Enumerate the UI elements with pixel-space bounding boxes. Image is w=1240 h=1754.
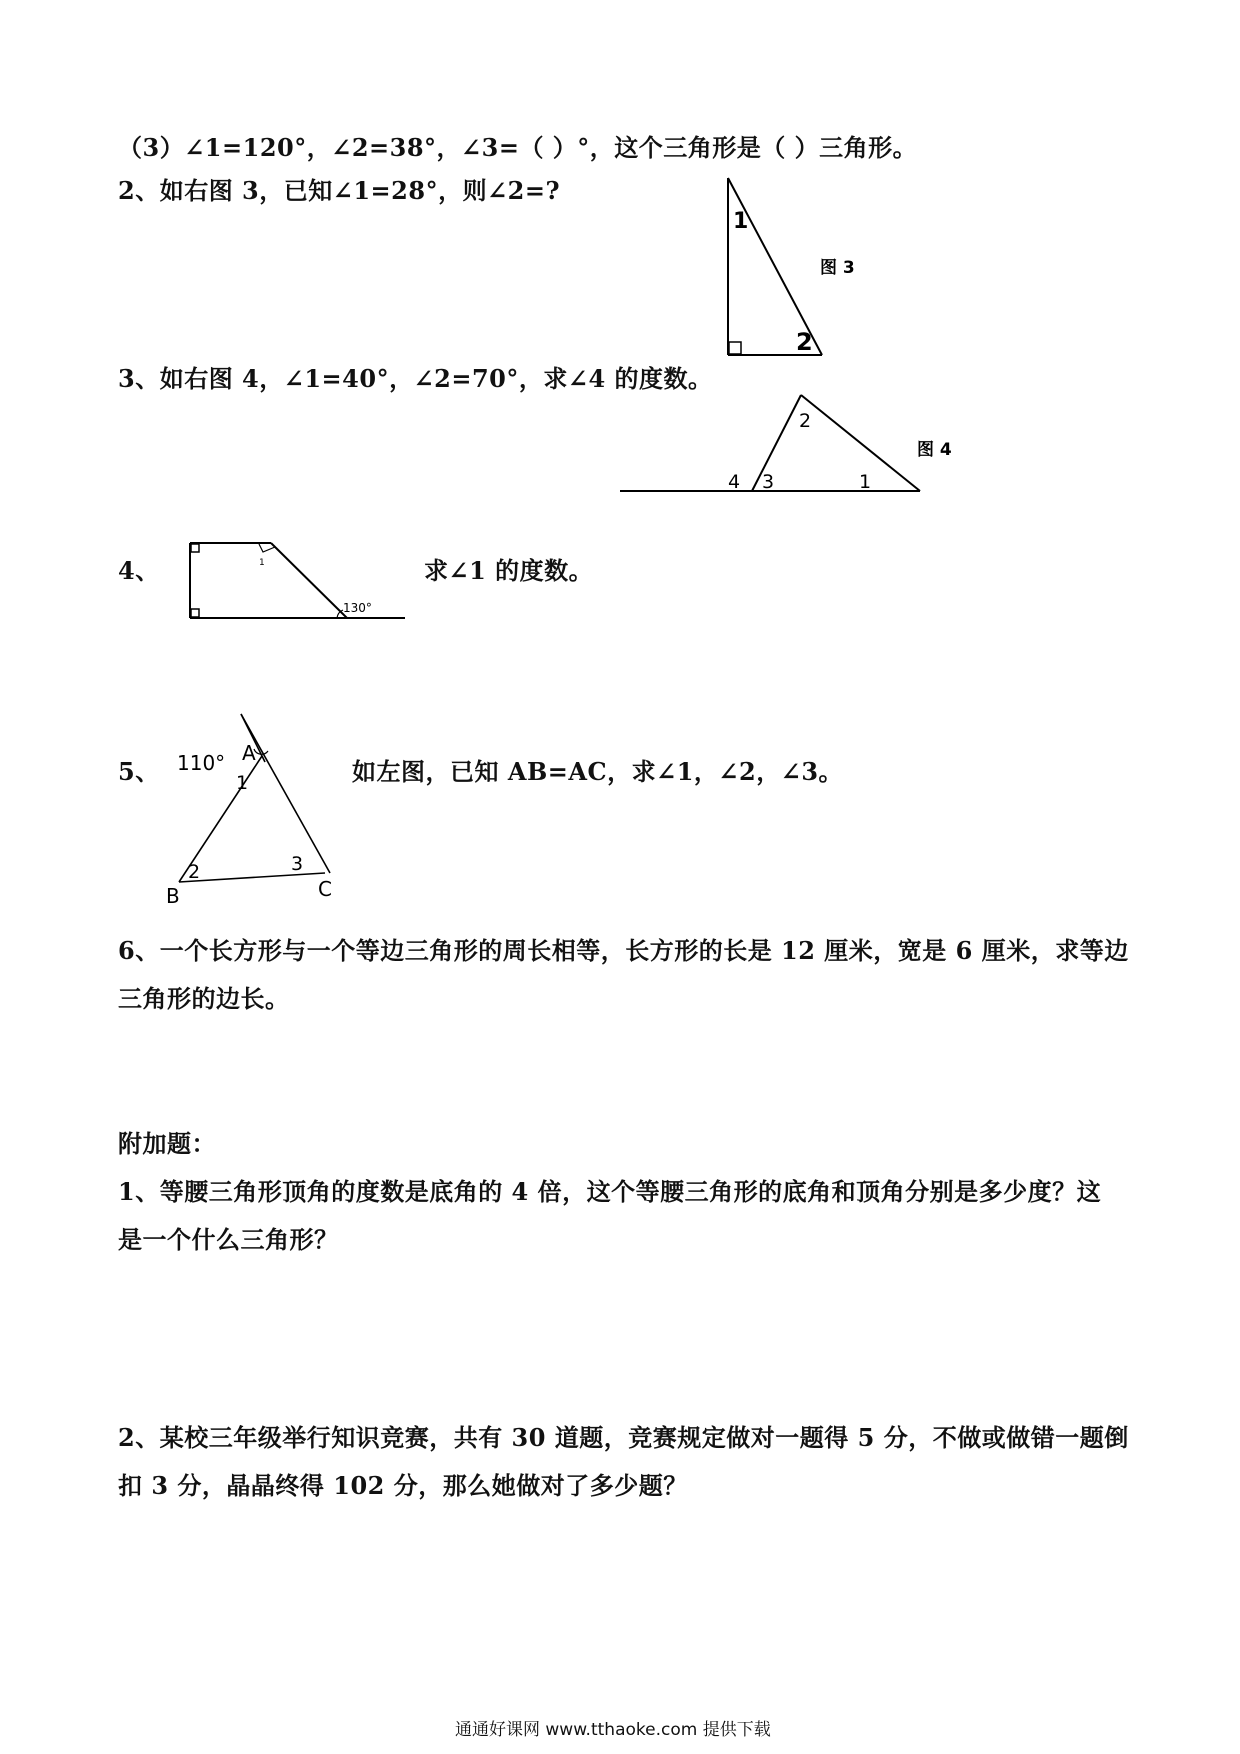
fig4-angle-4: 4	[728, 471, 741, 493]
question-4-number: 4、	[118, 556, 160, 585]
bonus-2-line-1: 2、某校三年级举行知识竞赛，共有 30 道题，竞赛规定做对一题得 5 分，不做或做错一题倒	[118, 1423, 1129, 1452]
figure-4	[620, 385, 970, 500]
q5-angle-1: 1	[236, 772, 249, 794]
q5-vertex-A: A	[242, 741, 256, 765]
fig4-angle-3: 3	[762, 471, 775, 493]
fig4-angle-2: 2	[799, 410, 812, 432]
question-2: 2、如右图 3，已知∠1=28°，则∠2=?	[118, 176, 561, 205]
figure-q4-trapezoid	[185, 538, 410, 623]
question-6-line-1: 6、一个长方形与一个等边三角形的周长相等，长方形的长是 12 厘米，宽是 6 厘米，求等边	[118, 936, 1129, 965]
question-4-text: 求∠1 的度数。	[424, 556, 594, 585]
fig4-angle-1: 1	[859, 471, 872, 493]
q5-vertex-B: B	[166, 884, 180, 908]
question-5-number: 5、	[118, 757, 160, 786]
fig3-angle-2: 2	[796, 328, 813, 356]
q5-vertex-C: C	[318, 877, 332, 901]
fig3-angle-1: 1	[733, 209, 749, 234]
fig3-right-angle-mark	[729, 342, 741, 354]
question-5-text: 如左图，已知 AB=AC，求∠1，∠2，∠3。	[352, 757, 844, 786]
figure-3	[710, 170, 860, 360]
q5-angle-2: 2	[188, 861, 201, 883]
bonus-1-line-2: 是一个什么三角形？	[118, 1225, 339, 1254]
q5-exterior-angle: 110°	[177, 751, 226, 775]
fig4-label: 图 4	[917, 440, 952, 460]
figure-q5-triangle	[165, 710, 345, 910]
question-1-3: （3）∠1=120°，∠2=38°，∠3=（ ）°，这个三角形是（ ）三角形。	[118, 133, 918, 162]
question-3: 3、如右图 4，∠1=40°，∠2=70°，求∠4 的度数。	[118, 364, 713, 393]
bonus-title: 附加题：	[118, 1129, 216, 1158]
question-6-line-2: 三角形的边长。	[118, 984, 290, 1013]
footer-text: 通通好课网 www.tthaoke.com 提供下载	[455, 1720, 771, 1740]
q4-angle-1: 1	[259, 558, 265, 568]
bonus-2-line-2: 扣 3 分，晶晶终得 102 分，那么她做对了多少题？	[118, 1471, 688, 1500]
bonus-1-line-1: 1、等腰三角形顶角的度数是底角的 4 倍，这个等腰三角形的底角和顶角分别是多少度？这	[118, 1177, 1102, 1206]
fig3-label: 图 3	[820, 258, 855, 278]
fig4-left-side	[752, 395, 801, 491]
q4-exterior-angle: 130°	[343, 601, 372, 615]
q5-angle-3: 3	[291, 853, 304, 875]
